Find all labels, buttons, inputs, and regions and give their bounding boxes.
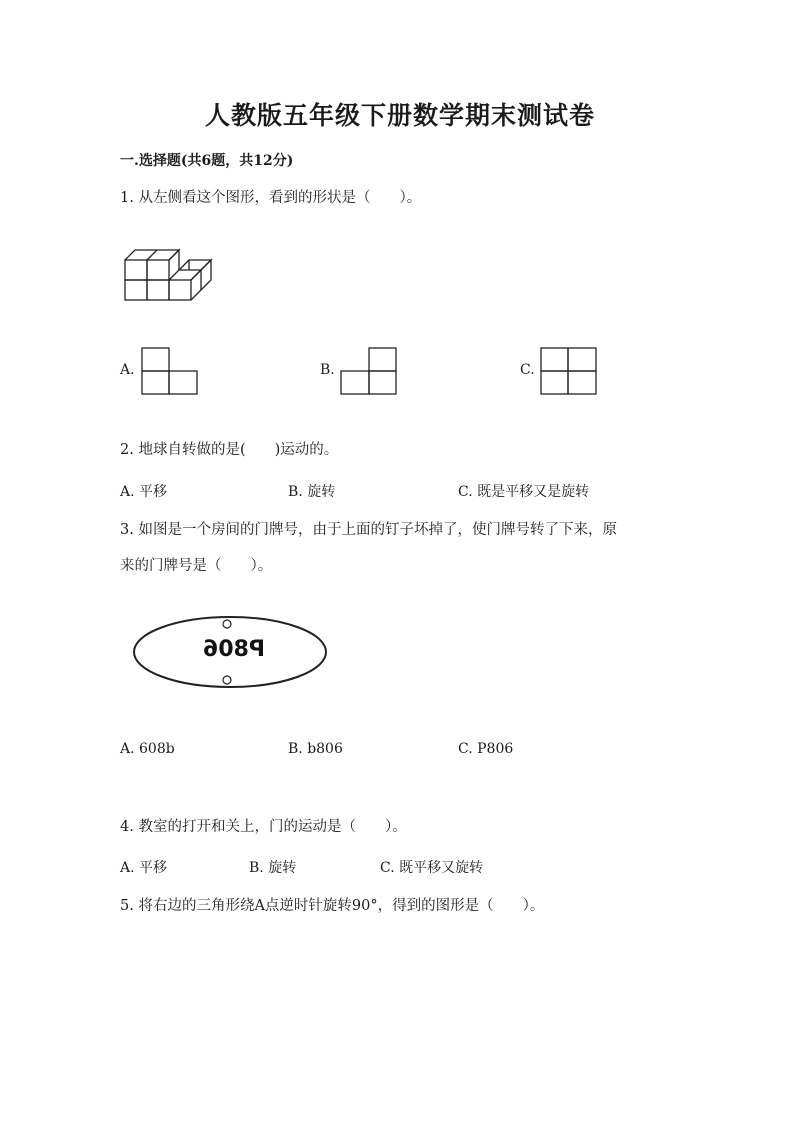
q3-option-c[interactable]: C. P806 [458, 741, 514, 757]
q1-option-c-figure [540, 347, 598, 397]
question-3-text-cont: 来的门牌号是（ ）。 [120, 558, 273, 574]
question-2-text: 2. 地球自转做的是( )运动的。 [120, 442, 339, 458]
q1-option-a-label[interactable]: A. [120, 362, 135, 378]
question-5-text: 5. 将右边的三角形绕A点逆时针旋转90°，得到的图形是（ ）。 [120, 898, 545, 914]
question-1-text: 1. 从左侧看这个图形，看到的形状是（ ）。 [120, 190, 422, 206]
q1-option-b-figure [340, 347, 398, 397]
q4-option-b[interactable]: B. 旋转 [249, 860, 297, 876]
door-sign-number: P806 [203, 637, 266, 662]
q3-option-b[interactable]: B. b806 [288, 741, 343, 757]
q1-option-a-figure [141, 347, 199, 397]
q2-option-b[interactable]: B. 旋转 [288, 484, 336, 500]
section-heading: 一.选择题(共6题，共12分) [120, 153, 294, 169]
question-3-text: 3. 如图是一个房间的门牌号，由于上面的钉子坏掉了，使门牌号转了下来，原 [120, 522, 617, 538]
page-title: 人教版五年级下册数学期末测试卷 [204, 101, 595, 130]
q2-option-a[interactable]: A. 平移 [120, 484, 168, 500]
q4-option-a[interactable]: A. 平移 [120, 860, 168, 876]
q2-option-c[interactable]: C. 既是平移又是旋转 [458, 484, 590, 500]
question-4-text: 4. 教室的打开和关上，门的运动是（ ）。 [120, 819, 407, 835]
q1-option-c-label[interactable]: C. [520, 362, 535, 378]
cube-figure [120, 240, 210, 305]
q1-option-b-label[interactable]: B. [320, 362, 335, 378]
q3-option-a[interactable]: A. 608b [120, 741, 175, 757]
q4-option-c[interactable]: C. 既平移又旋转 [380, 860, 484, 876]
